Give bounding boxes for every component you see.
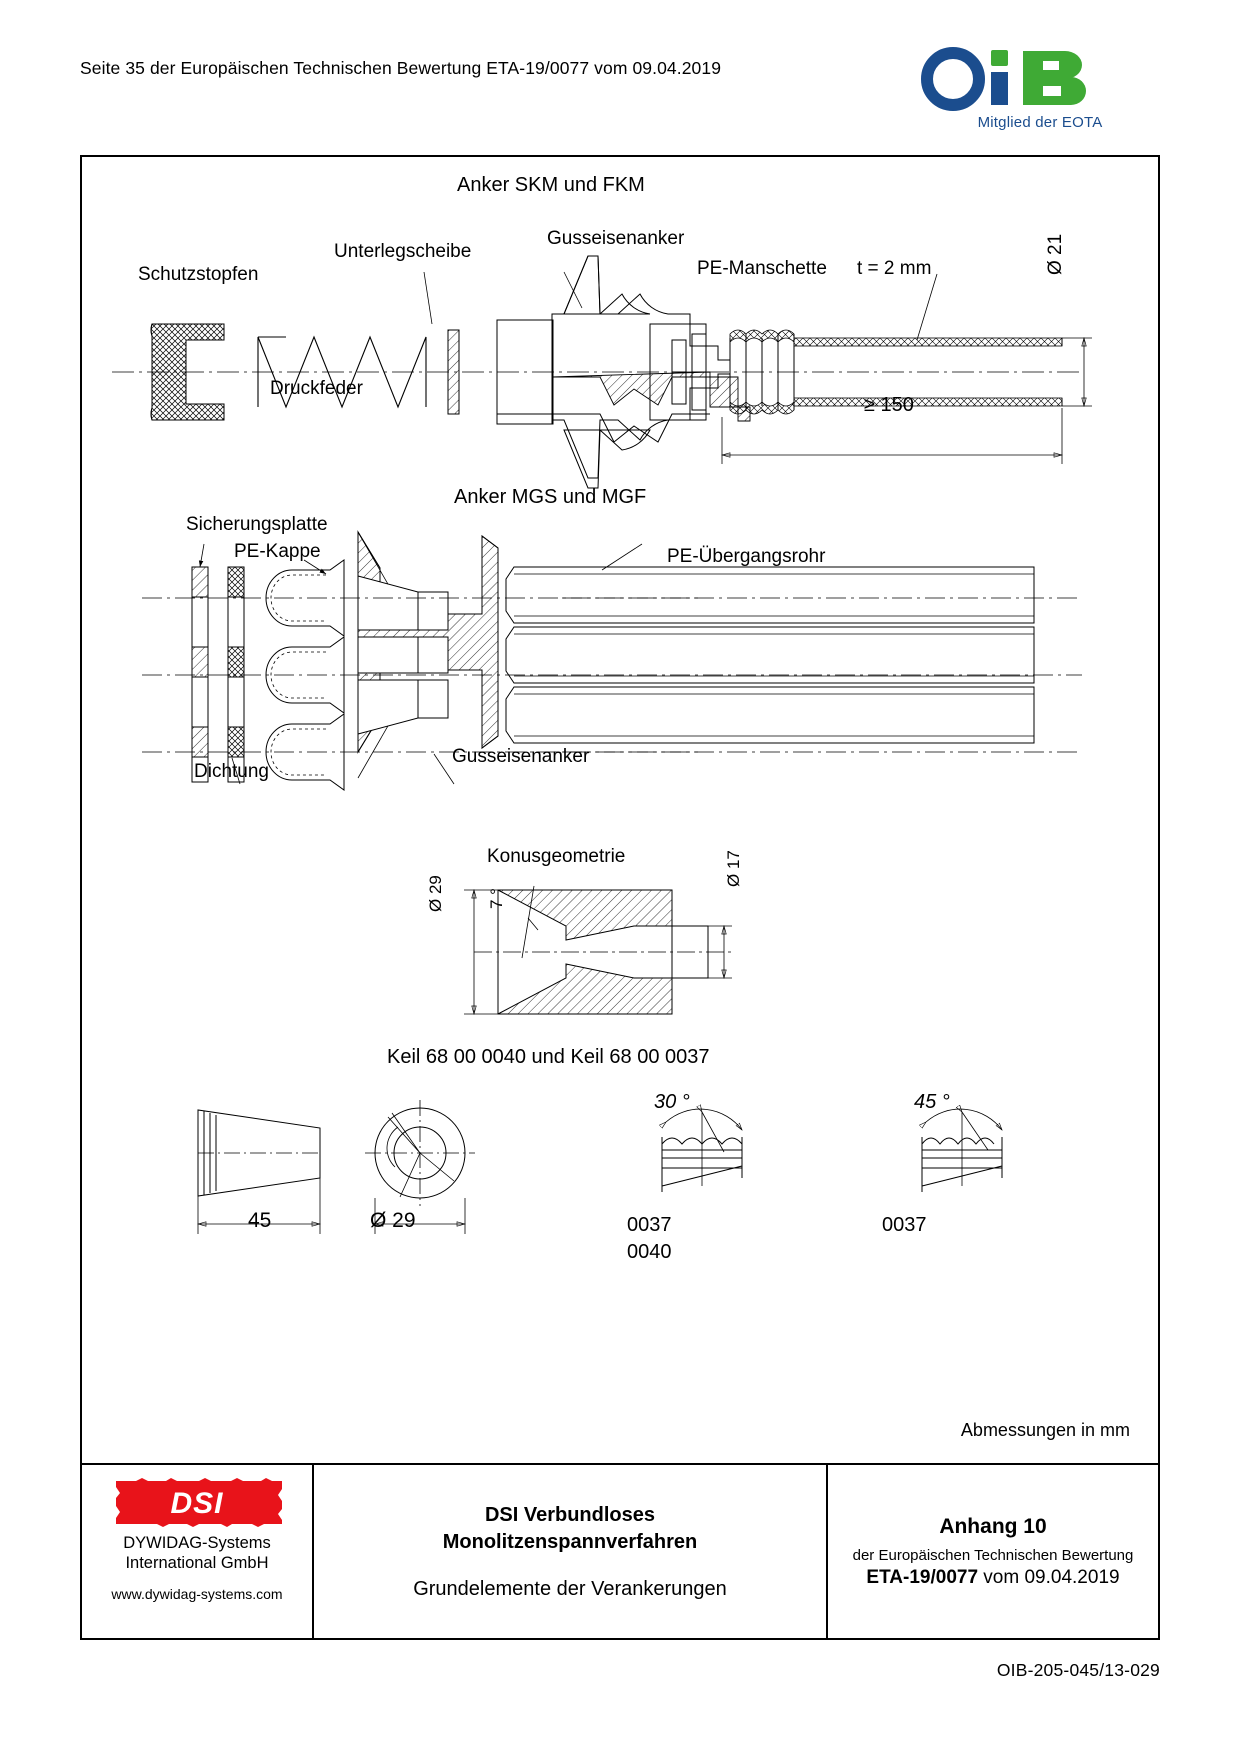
- document-header: [0, 0, 1240, 150]
- svg-text:DSI: DSI: [170, 1487, 224, 1520]
- eta-date: vom 09.04.2019: [978, 1566, 1120, 1588]
- section2-title: Anker MGS und MGF: [454, 486, 647, 508]
- title-block-annex: [828, 1465, 1158, 1638]
- label-diameter-21: Ø 21: [1045, 233, 1066, 275]
- label-angle-45: 45 °: [914, 1091, 950, 1113]
- label-code-0037-a: 0037: [627, 1214, 672, 1236]
- label-schutzstopfen: Schutzstopfen: [138, 264, 259, 285]
- label-druckfeder: Druckfeder: [270, 378, 363, 399]
- title-subtitle: Grundelemente der Verankerungen: [413, 1578, 727, 1600]
- section1-title: Anker SKM und FKM: [457, 174, 645, 196]
- label-pe-kappe: PE-Kappe: [234, 541, 321, 562]
- title-line-1: DSI Verbundloses: [484, 1504, 656, 1526]
- label-angle-7: 7 °: [487, 888, 506, 909]
- label-gusseisenanker-2: Gusseisenanker: [452, 746, 590, 767]
- title-block-title: [314, 1465, 828, 1638]
- dimensions-note: Abmessungen in mm: [960, 1420, 1130, 1440]
- label-gusseisenanker-1: Gusseisenanker: [547, 228, 685, 249]
- label-keil-length-45: 45: [248, 1209, 272, 1232]
- title-line-2: Monolitzenspannverfahren: [442, 1531, 698, 1553]
- label-keil-diameter-29: Ø 29: [370, 1209, 416, 1232]
- technical-drawing-frame: [80, 155, 1160, 1465]
- label-min-length-150: ≥ 150: [864, 394, 914, 416]
- page-header-text: Seite 35 der Europäischen Technischen Bewertung ETA-19/0077 vom 09.04.2019: [80, 58, 722, 78]
- label-diameter-17: Ø 17: [724, 850, 743, 887]
- company-website[interactable]: www.dywidag-systems.com: [111, 1586, 283, 1602]
- oib-logo: [915, 48, 1165, 143]
- oib-logo-subtitle: Mitglied der EOTA: [977, 114, 1103, 131]
- section3-title: Konusgeometrie: [487, 846, 626, 867]
- label-code-0037-b: 0037: [882, 1214, 927, 1236]
- title-block-company: [82, 1465, 314, 1638]
- label-angle-30: 30 °: [654, 1091, 690, 1113]
- section4-title: Keil 68 00 0040 und Keil 68 00 0037: [387, 1046, 710, 1068]
- company-line-1: DYWIDAG-Systems: [123, 1534, 271, 1552]
- footer-document-code: OIB-205-045/13-029: [996, 1660, 1160, 1680]
- label-sicherungsplatte: Sicherungsplatte: [186, 514, 328, 535]
- eta-number: ETA-19/0077: [866, 1566, 979, 1588]
- konusgeometrie-drawing: [412, 872, 832, 1032]
- anker-skm-fkm-drawing: [82, 212, 1158, 502]
- label-pe-uebergangsrohr: PE-Übergangsrohr: [667, 546, 826, 567]
- label-wall-thickness: t = 2 mm: [857, 258, 932, 279]
- annex-subtitle: der Europäischen Technischen Bewertung: [852, 1546, 1134, 1564]
- label-diameter-29-cone: Ø 29: [426, 875, 445, 912]
- company-line-2: International GmbH: [125, 1554, 269, 1572]
- annex-number: Anhang 10: [939, 1514, 1047, 1538]
- label-code-0040-a: 0040: [627, 1241, 672, 1263]
- label-pe-manschette: PE-Manschette: [697, 258, 827, 279]
- title-block: [80, 1465, 1160, 1640]
- label-dichtung: Dichtung: [194, 761, 269, 782]
- label-unterlegscheibe: Unterlegscheibe: [334, 241, 472, 262]
- oib-logo-mark: [915, 48, 1165, 110]
- dsi-logo: [112, 1477, 282, 1525]
